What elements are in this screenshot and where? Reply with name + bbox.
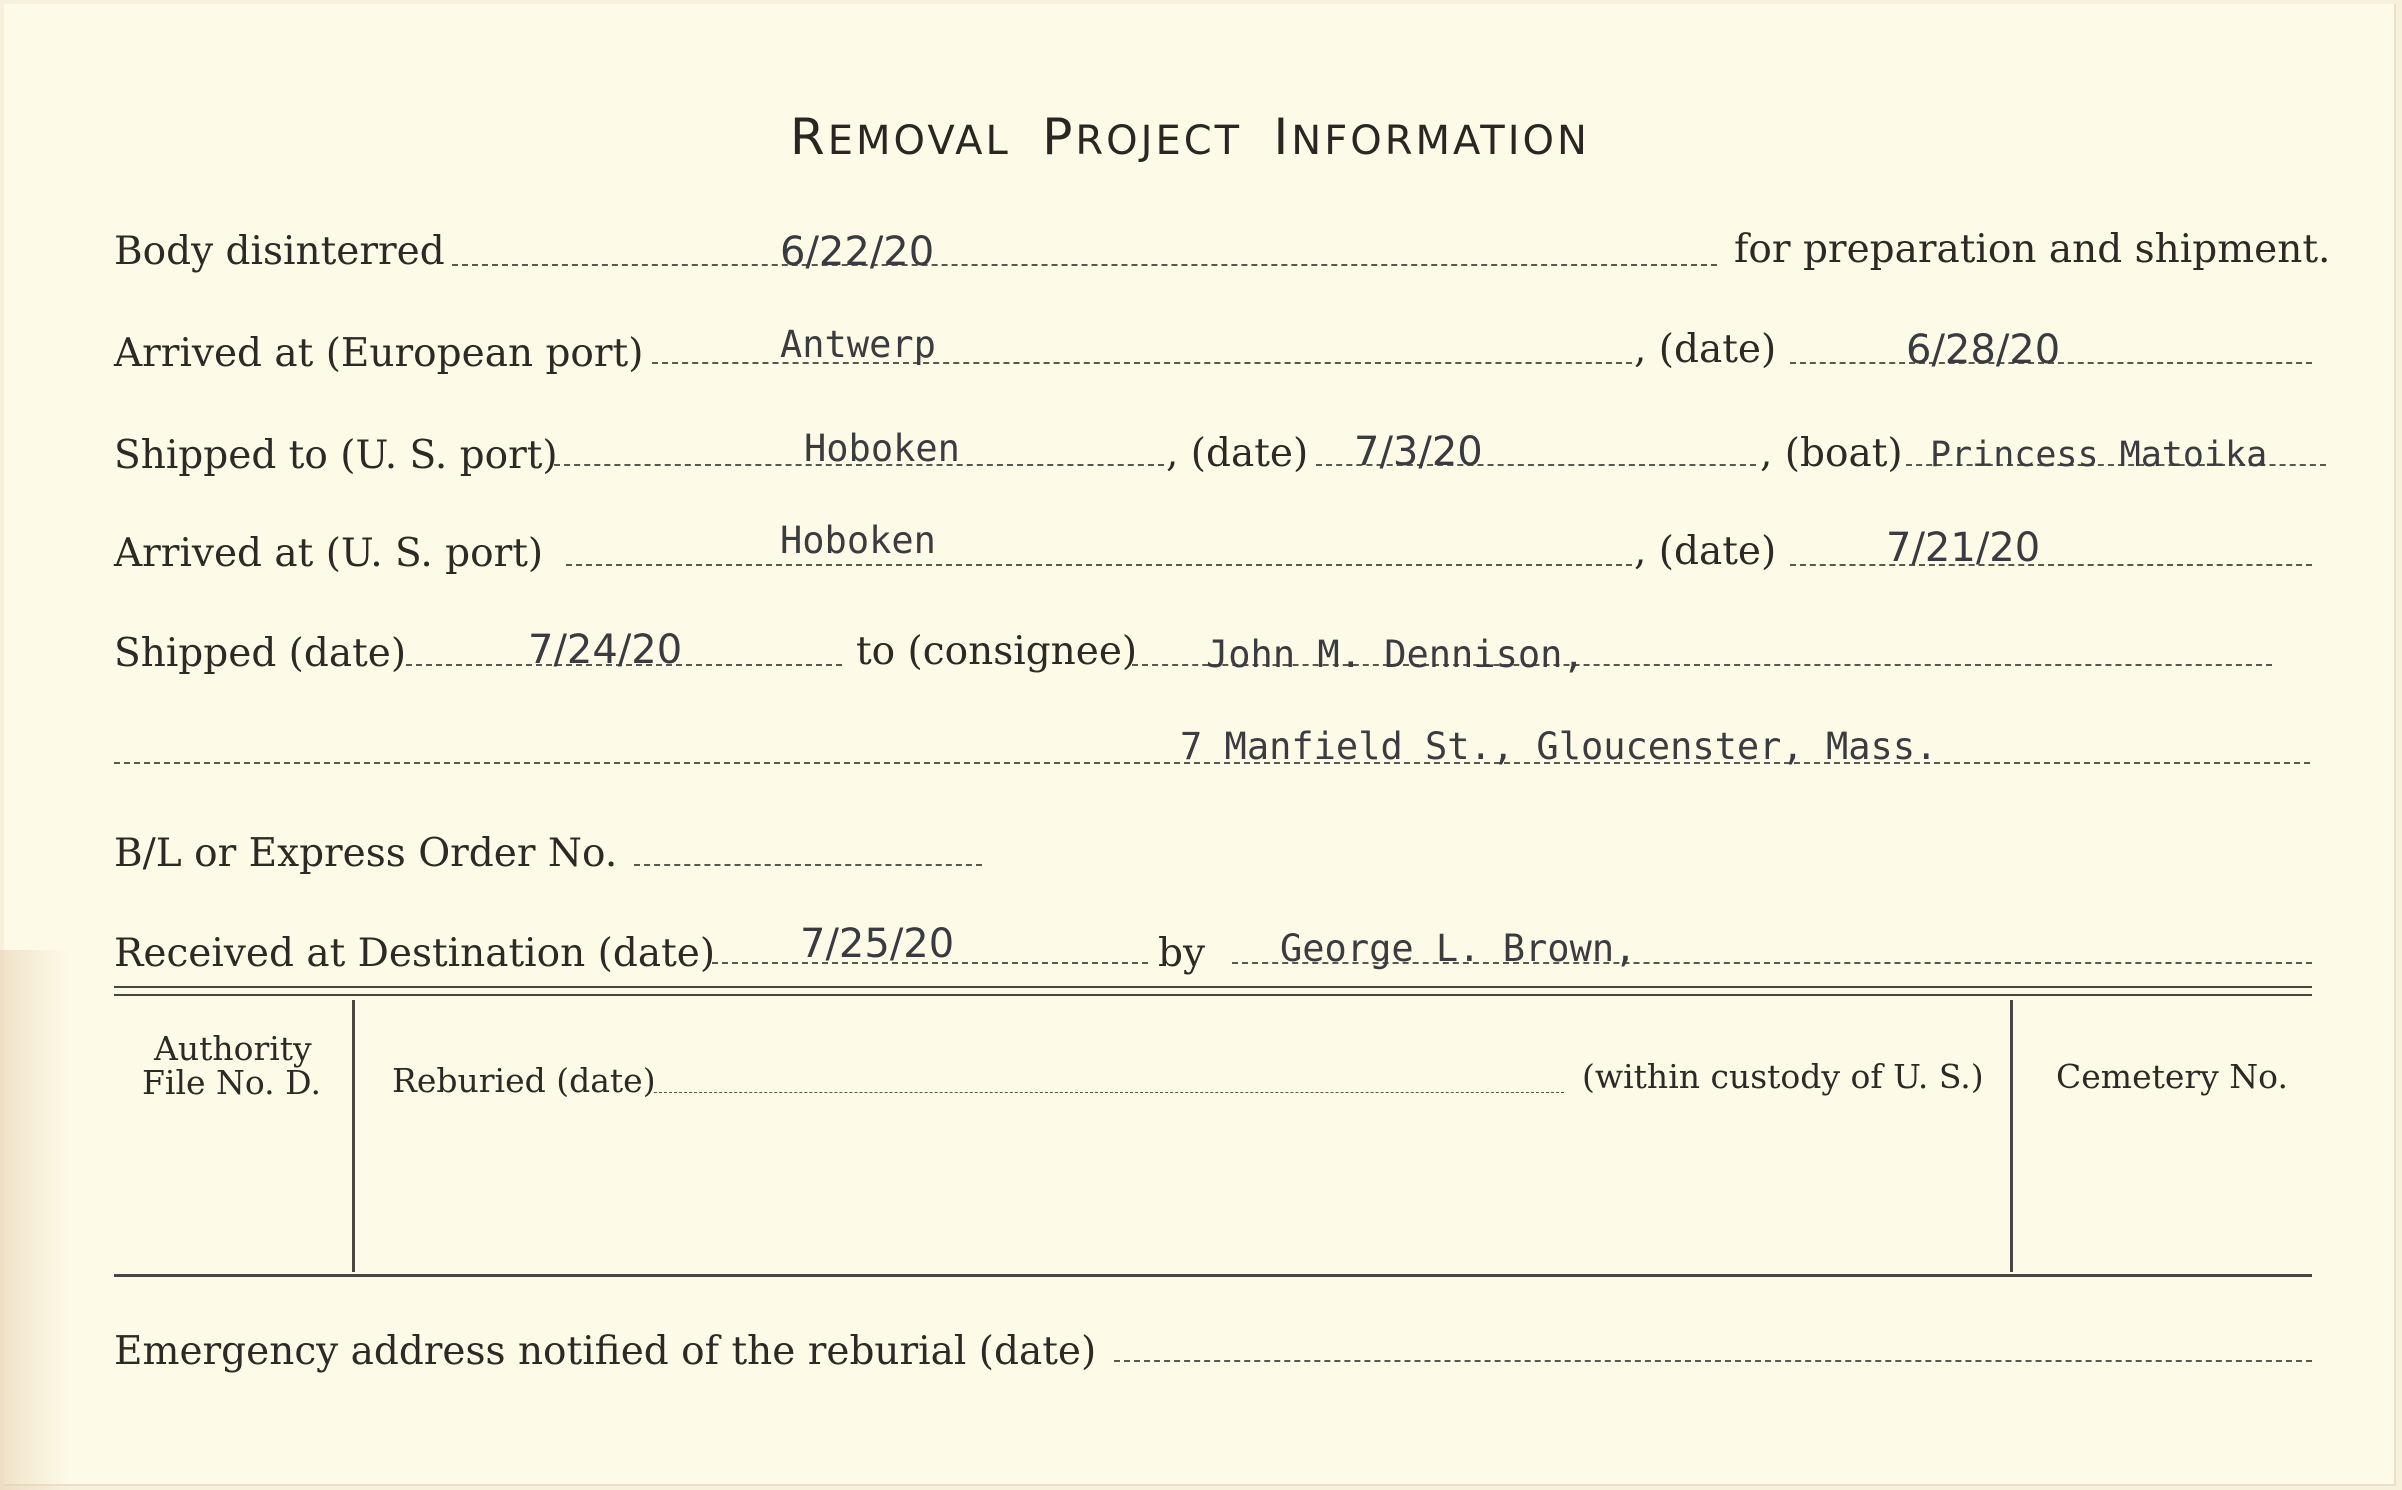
shipped-to-us-label: Shipped to (U. S. port) [114, 433, 558, 478]
authority-line-2: File No. D. [142, 1063, 321, 1102]
consignee-label: to (consignee) [856, 629, 1138, 674]
arrived-us-date-label: , (date) [1634, 529, 1777, 574]
arrived-european-label: Arrived at (European port) [114, 331, 644, 376]
consignee-name: John M. Dennison, [1206, 633, 1585, 676]
consignee-address: 7 Manfield St., Gloucenster, Mass. [1180, 725, 1938, 768]
emergency-line [1114, 1360, 2312, 1362]
arrived-european-date: 6/28/20 [1906, 327, 2061, 373]
shipped-date-label: Shipped (date) [114, 631, 407, 676]
custody-label: (within custody of U. S.) [1582, 1057, 1984, 1096]
box-divider-right [2010, 1000, 2013, 1272]
arrived-us-label: Arrived at (U. S. port) [114, 531, 544, 576]
authority-line-1: Authority [154, 1029, 312, 1068]
shipped-date: 7/24/20 [528, 627, 683, 673]
shipped-to-us-port: Hoboken [804, 427, 960, 470]
arrived-us-date: 7/21/20 [1886, 525, 2041, 571]
shipped-to-us-boat: Princess Matoika [1930, 435, 2268, 475]
shipped-to-us-date: 7/3/20 [1354, 429, 1483, 475]
arrived-european-port: Antwerp [780, 323, 936, 366]
shipped-to-us-date-label: , (date) [1166, 431, 1309, 476]
card-stain [0, 950, 70, 1490]
form-title: REMOVAL PROJECT INFORMATION [790, 108, 1590, 166]
box-divider-left [352, 1000, 355, 1272]
box-top-rule [114, 986, 2312, 988]
reburied-line [654, 1092, 1564, 1093]
arrived-us-port-line [566, 564, 1632, 566]
arrived-european-date-label: , (date) [1634, 327, 1777, 372]
bl-order-line [634, 864, 982, 866]
received-label: Received at Destination (date) [114, 931, 716, 976]
box-top-rule-2 [114, 994, 2312, 996]
body-disinterred-suffix: for preparation and shipment. [1734, 227, 2331, 272]
body-disinterred-label: Body disinterred [114, 229, 445, 274]
body-disinterred-line [452, 264, 1717, 266]
received-by-label: by [1158, 931, 1205, 976]
box-bottom-rule [114, 1274, 2312, 1277]
arrived-us-date-line [1790, 564, 2312, 566]
reburied-label: Reburied (date) [392, 1061, 656, 1100]
arrived-us-port: Hoboken [780, 519, 936, 562]
cemetery-label: Cemetery No. [2056, 1057, 2288, 1096]
emergency-label: Emergency address notified of the reburial (date) [114, 1329, 1097, 1374]
received-date: 7/25/20 [800, 921, 955, 967]
body-disinterred-value: 6/22/20 [780, 229, 935, 275]
shipped-to-us-boat-label: , (boat) [1760, 431, 1903, 476]
bl-order-label: B/L or Express Order No. [114, 831, 618, 876]
received-by: George L. Brown, [1280, 927, 1637, 970]
